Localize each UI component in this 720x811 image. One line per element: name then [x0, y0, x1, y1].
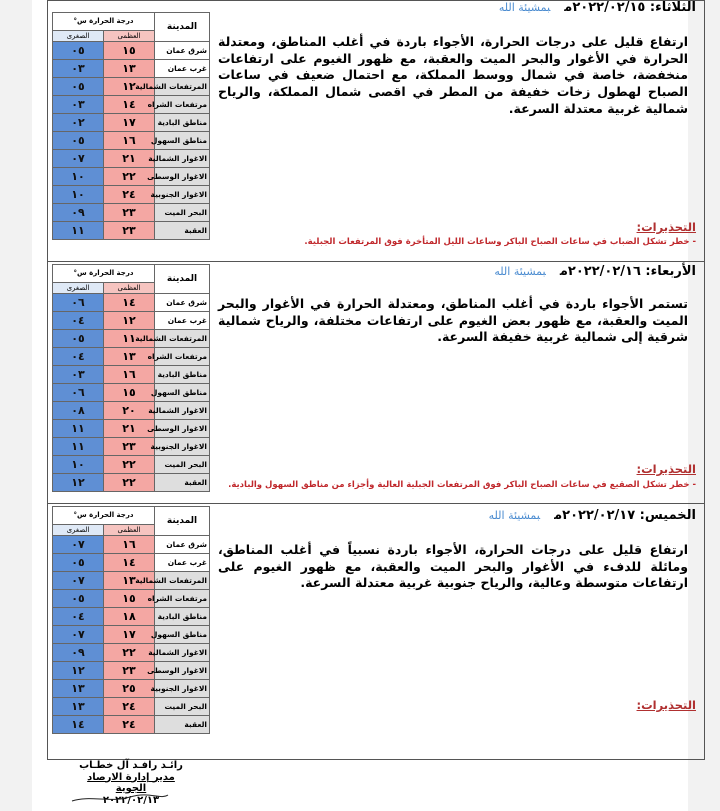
signature-role: مدير إدارة الارصاد الجوية — [87, 771, 175, 794]
table-row — [53, 42, 210, 60]
table-row — [53, 186, 210, 204]
table-row — [53, 384, 210, 402]
header-min: الصغرى — [53, 31, 104, 42]
max-temp-cell: ۲۲ — [104, 644, 155, 662]
header-min: الصغرى — [53, 283, 104, 294]
table-header-row — [53, 13, 210, 31]
header-min: الصغرى — [53, 525, 104, 536]
max-temp-cell: ۱٥ — [104, 42, 155, 60]
city-cell: شرق عمان — [155, 294, 210, 312]
min-temp-cell: ۰۲ — [53, 114, 104, 132]
city-cell: غرب عمان — [155, 312, 210, 330]
max-temp-cell: ۲۲ — [104, 474, 155, 492]
temperature-table — [52, 264, 210, 492]
city-cell: مناطق البادية — [155, 608, 210, 626]
table-row — [53, 438, 210, 456]
min-temp-cell: ۰۷ — [53, 150, 104, 168]
blessing-text: بمشيئة الله — [494, 265, 546, 278]
min-temp-cell: ۰٥ — [53, 78, 104, 96]
min-temp-cell: ۱۰ — [53, 456, 104, 474]
min-temp-cell: ۱۱ — [53, 420, 104, 438]
warnings-label: التحذيرات: — [636, 462, 696, 476]
max-temp-cell: ۲٤ — [104, 186, 155, 204]
day-title-text: الثلاثاء: ۲۰۲۲/۰۲/۱٥م — [564, 0, 696, 15]
max-temp-cell: ۱٦ — [104, 366, 155, 384]
table-row — [53, 644, 210, 662]
min-temp-cell: ۰٥ — [53, 330, 104, 348]
max-temp-cell: ۱٤ — [104, 554, 155, 572]
city-cell: الاغوار الوسطى — [155, 168, 210, 186]
temperature-table — [52, 12, 210, 240]
table-row — [53, 626, 210, 644]
city-cell: الاغوار الشمالية — [155, 402, 210, 420]
max-temp-cell: ۲۳ — [104, 662, 155, 680]
header-city: المدينة — [155, 507, 210, 536]
header-temperature: درجة الحرارة س° — [53, 507, 155, 525]
city-cell: مناطق السهول — [155, 626, 210, 644]
table-row — [53, 402, 210, 420]
max-temp-cell: ۱۲ — [104, 312, 155, 330]
min-temp-cell: ۱۱ — [53, 438, 104, 456]
table-row — [53, 608, 210, 626]
city-cell: المرتفعات الشمالية — [155, 572, 210, 590]
city-cell: مرتفعات الشراه — [155, 590, 210, 608]
max-temp-cell: ۱۸ — [104, 608, 155, 626]
min-temp-cell: ۰۸ — [53, 402, 104, 420]
max-temp-cell: ۲۰ — [104, 402, 155, 420]
table-row — [53, 366, 210, 384]
table-row — [53, 312, 210, 330]
blessing-text: بمشيئة الله — [498, 1, 551, 14]
city-cell: البحر الميت — [155, 456, 210, 474]
min-temp-cell: ۰٤ — [53, 312, 104, 330]
city-cell: الاغوار الشمالية — [155, 150, 210, 168]
warnings-label: التحذيرات: — [636, 220, 696, 234]
city-cell: البحر الميت — [155, 698, 210, 716]
city-cell: المرتفعات الشمالية — [155, 78, 210, 96]
min-temp-cell: ۰٥ — [53, 42, 104, 60]
max-temp-cell: ۱۳ — [104, 572, 155, 590]
city-cell: العقبة — [155, 474, 210, 492]
header-city: المدينة — [155, 265, 210, 294]
warnings-label: التحذيرات: — [636, 698, 696, 712]
min-temp-cell: ۱۲ — [53, 474, 104, 492]
table-row — [53, 536, 210, 554]
max-temp-cell: ۱۷ — [104, 114, 155, 132]
min-temp-cell: ۱٤ — [53, 716, 104, 734]
table-row — [53, 698, 210, 716]
min-temp-cell: ۰۹ — [53, 204, 104, 222]
max-temp-cell: ۱۲ — [104, 78, 155, 96]
max-temp-cell: ۱٥ — [104, 384, 155, 402]
table-row — [53, 716, 210, 734]
day-title — [494, 264, 696, 279]
forecast-body: ارتفاع قليل على درجات الحرارة، الأجواء باردة في أغلب المناطق، ومعتدلة الحرارة في الأغوار والبحر الميت والعقبة، مع ظهور الغيوم على ارتفاعات منخفضة، خاصة في شمال ووسط المملكة، مع احتمال ضعيف في ساعات الصباح لهطول زخات خفيفة من المطر في اقصى شمال المملكة، والرياح شمالية غربية معتدلة السرعة. — [218, 34, 688, 116]
max-temp-cell: ۲۲ — [104, 168, 155, 186]
table-row — [53, 96, 210, 114]
min-temp-cell: ۱۲ — [53, 662, 104, 680]
max-temp-cell: ۲۲ — [104, 456, 155, 474]
min-temp-cell: ۰٤ — [53, 608, 104, 626]
min-temp-cell: ۰۷ — [53, 626, 104, 644]
city-cell: الاغوار الجنوبية — [155, 680, 210, 698]
min-temp-cell: ۱۰ — [53, 186, 104, 204]
table-row — [53, 348, 210, 366]
min-temp-cell: ۰٤ — [53, 348, 104, 366]
city-cell: مرتفعات الشراه — [155, 348, 210, 366]
city-cell: العقبة — [155, 716, 210, 734]
min-temp-cell: ۰۳ — [53, 60, 104, 78]
table-row — [53, 680, 210, 698]
city-cell: مناطق السهول — [155, 132, 210, 150]
max-temp-cell: ۱٤ — [104, 96, 155, 114]
city-cell: شرق عمان — [155, 42, 210, 60]
signature-date: ۲۰۲۲/۰۲/۱۳ — [102, 794, 160, 806]
header-temperature: درجة الحرارة س° — [53, 13, 155, 31]
city-cell: مناطق السهول — [155, 384, 210, 402]
min-temp-cell: ۰٥ — [53, 132, 104, 150]
city-cell: الاغوار الوسطى — [155, 662, 210, 680]
day-section-tuesday — [48, 0, 704, 262]
table-header-row — [53, 507, 210, 525]
city-cell: المرتفعات الشمالية — [155, 330, 210, 348]
table-row — [53, 78, 210, 96]
min-temp-cell: ۰٥ — [53, 554, 104, 572]
min-temp-cell: ۰۳ — [53, 366, 104, 384]
city-cell: الاغوار الجنوبية — [155, 438, 210, 456]
max-temp-cell: ۲٤ — [104, 698, 155, 716]
forecast-body: تستمر الأجواء باردة في أغلب المناطق، ومعتدلة الحرارة في الأغوار والبحر الميت والعقبة، مع ظهور بعض الغيوم على ارتفاعات مختلفة، والرياح شمالية شرقية إلى شمالية غربية خفيفة السرعة. — [218, 296, 688, 345]
header-max: العظمى — [104, 283, 155, 294]
forecast-body: ارتفاع قليل على درجات الحرارة، الأجواء باردة نسبياً في أغلب المناطق، ومائلة للدفء في الأغوار والبحر الميت والعقبة، مع ظهور الغيوم على ارتفاعات متوسطة وعالية، والرياح جنوبية غربية معتدلة السرعة. — [218, 542, 688, 591]
day-title-text: الخميس: ۲۰۲۲/۰۲/۱۷م — [554, 508, 696, 523]
day-section-thursday — [48, 504, 704, 760]
city-cell: مناطق البادية — [155, 114, 210, 132]
max-temp-cell: ۱٦ — [104, 536, 155, 554]
table-row — [53, 474, 210, 492]
table-header-row — [53, 265, 210, 283]
header-temperature: درجة الحرارة س° — [53, 265, 155, 283]
max-temp-cell: ۲۳ — [104, 204, 155, 222]
table-row — [53, 204, 210, 222]
city-cell: الاغوار الجنوبية — [155, 186, 210, 204]
warning-text: - خطر تشكل الضباب في ساعات الصباح الباكر وساعات الليل المتأخرة فوق المرتفعات الجبلية. — [304, 237, 696, 247]
table-row — [53, 572, 210, 590]
table-row — [53, 330, 210, 348]
max-temp-cell: ۱٤ — [104, 294, 155, 312]
min-temp-cell: ۱۱ — [53, 222, 104, 240]
table-row — [53, 222, 210, 240]
temperature-table — [52, 506, 210, 734]
city-cell: مرتفعات الشراه — [155, 96, 210, 114]
day-title — [489, 508, 696, 523]
min-temp-cell: ۱۰ — [53, 168, 104, 186]
min-temp-cell: ۱۳ — [53, 680, 104, 698]
warning-text: - خطر تشكل الصقيع في ساعات الصباح الباكر فوق المرتفعات الجبلية العالية وأجزاء من مناطق السهول والبادية. — [228, 480, 696, 490]
min-temp-cell: ۰۷ — [53, 572, 104, 590]
table-row — [53, 590, 210, 608]
max-temp-cell: ۱۱ — [104, 330, 155, 348]
table-row — [53, 294, 210, 312]
day-section-wednesday — [48, 262, 704, 504]
city-cell: غرب عمان — [155, 554, 210, 572]
day-title — [499, 0, 696, 15]
city-cell: الاغوار الشمالية — [155, 644, 210, 662]
max-temp-cell: ۱۳ — [104, 60, 155, 78]
city-cell: مناطق البادية — [155, 366, 210, 384]
table-row — [53, 168, 210, 186]
blessing-text: بمشيئة الله — [488, 509, 541, 522]
max-temp-cell: ۲٤ — [104, 716, 155, 734]
table-row — [53, 662, 210, 680]
max-temp-cell: ۲۱ — [104, 420, 155, 438]
min-temp-cell: ۱۳ — [53, 698, 104, 716]
table-row — [53, 114, 210, 132]
city-cell: الاغوار الوسطى — [155, 420, 210, 438]
table-row — [53, 420, 210, 438]
table-row — [53, 60, 210, 78]
min-temp-cell: ۰۹ — [53, 644, 104, 662]
min-temp-cell: ۰٥ — [53, 590, 104, 608]
table-row — [53, 456, 210, 474]
max-temp-cell: ۱٥ — [104, 590, 155, 608]
max-temp-cell: ۲۳ — [104, 438, 155, 456]
min-temp-cell: ۰٦ — [53, 294, 104, 312]
header-max: العظمى — [104, 525, 155, 536]
min-temp-cell: ۰۷ — [53, 536, 104, 554]
signature-name: رائـد رافـد آل خطـاب — [79, 760, 183, 771]
max-temp-cell: ۱٦ — [104, 132, 155, 150]
table-row — [53, 150, 210, 168]
table-row — [53, 554, 210, 572]
table-row — [53, 132, 210, 150]
header-max: العظمى — [104, 31, 155, 42]
max-temp-cell: ۱۳ — [104, 348, 155, 366]
max-temp-cell: ۲۱ — [104, 150, 155, 168]
max-temp-cell: ۱۷ — [104, 626, 155, 644]
max-temp-cell: ۲۳ — [104, 222, 155, 240]
city-cell: البحر الميت — [155, 204, 210, 222]
min-temp-cell: ۰٦ — [53, 384, 104, 402]
city-cell: شرق عمان — [155, 536, 210, 554]
day-title-text: الأربعاء: ۲۰۲۲/۰۲/۱٦م — [559, 264, 696, 279]
min-temp-cell: ۰۳ — [53, 96, 104, 114]
header-city: المدينة — [155, 13, 210, 42]
city-cell: غرب عمان — [155, 60, 210, 78]
signature-scribble-icon — [70, 792, 170, 804]
city-cell: العقبة — [155, 222, 210, 240]
max-temp-cell: ۲٥ — [104, 680, 155, 698]
